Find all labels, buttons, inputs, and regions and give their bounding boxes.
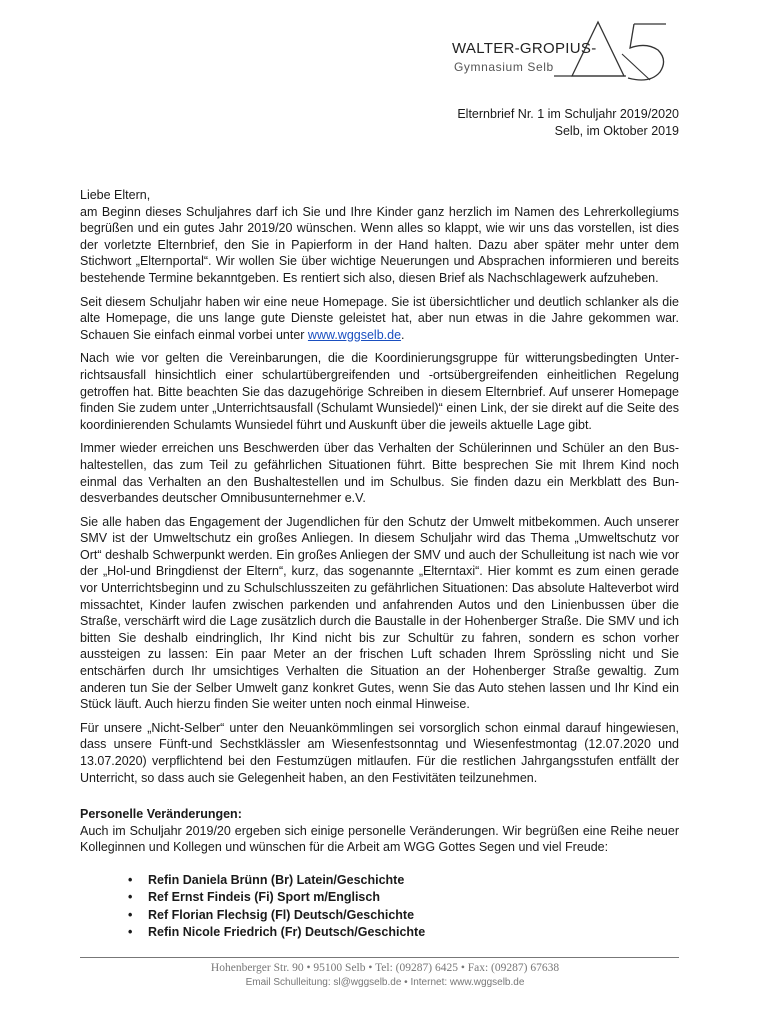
homepage-after: . [401,327,405,342]
bullet-icon: • [128,890,133,905]
personnel-paragraph: Auch im Schuljahr 2019/20 ergeben sich einige personelle Veränderungen. Wir begrüßen eine Reihe neuer Kolleginnen und Kollegen und wünschen für die Arbeit am WGG Gottes Segen und viel Freude: [80,823,679,855]
environment-paragraph: Sie alle haben das Engagement der Jugendlichen für den Schutz der Umwelt mitbekommen. Auch unserer SMV ist der Umweltschutz ein großes Anliegen. In diesem Schuljahr wird das Thema „Umweltschutz vor Ort“ deshalb Schwerpunkt werden. Ein großes Anliegen der SMV und auch der Schulleitung ist nach wie vor der „Hol-und Bringdienst der Eltern“, kurz, das sogenannte „Elterntaxi“. Hier kommt es zum einen gerade vor Unterrichtsbeginn und zu Schulschlusszeiten zu gefährlichen Situationen: Das absolute Halteverbot wird missachtet, Kinder laufen zwischen parkenden und anfahrenden Autos und den Linienbussen über die Straße, verschärft wird die Lage zusätzlich durch die Baustalle in der Hohenberger Straße. Die SMV und ich bitten Sie deshalb eindringlich, Ihr Kind nicht bis zur Schultür zu fahren, sondern es schon vorher aussteigen zu lassen: Ein paar Meter an der frischen Luft schaden Ihrem Sprössling nicht und Sie entschärfen durch Ihr umsichtiges Verhalten die Situation an der Hohenberger Straße gewaltig. Zum anderen tun Sie der Selber Umwelt ganz konkret Gutes, wenn Sie das Auto stehen lassen und Ihr Kind ein Stück läuft. Auch hierzu finden Sie weiter unten noch einmal Hinweise. [80,514,679,712]
list-item: • Refin Nicole Friedrich (Fr) Deutsch/Geschichte [148,924,679,941]
festival-paragraph: Für unsere „Nicht-Selber“ unter den Neuankömmlingen sei vorsorglich schon einmal darauf hingewiesen, dass unsere Fünft-und Sechstklässler am Wiesenfestsonntag und Wiesenfestmontag (12.07.2020 und 13.07.2020) verpflichtend bei den Festumzügen mitlaufen. Für die restlichen Jahrgangsstufen entfällt der Unterricht, so dass auch sie Gelegenheit haben, an den Festivitäten teilzunehmen. [80,720,679,785]
letter-number: Elternbrief Nr. 1 im Schuljahr 2019/2020 [457,107,679,121]
letter-meta [457,106,679,140]
staff-list [80,872,679,941]
homepage-paragraph [80,294,679,344]
logo-school-subtitle: Gymnasium Selb [454,60,554,74]
school-logo [446,14,676,94]
personnel-heading: Personelle Veränderungen: [80,807,242,822]
letter-place-date: Selb, im Oktober 2019 [554,124,679,138]
bullet-icon: • [128,872,133,887]
weather-paragraph: Nach wie vor gelten die Vereinbarungen, die die Koordinierungsgruppe für witterungsbedingten Unterrichtsausfall hinsichtlich einer schulartübergreifenden und -ortsübergreifenden einheitlichen Regelung getroffen hat. Bitte beachten Sie das dazugehörige Schreiben in diesem Elternbrief. Auf unserer Homepage finden Sie zudem unter „Unterrichtsausfall (Schulamt Wunsiedel)“ einen Link, der sie direkt auf die Seite des koordinierenden Schulamts Wunsiedel führt und Auskunft über die jeweils aktuelle Lage gibt. [80,351,679,432]
salutation: Liebe Eltern, [80,188,151,202]
logo-school-name: WALTER-GROPIUS- [452,40,597,57]
footer-address: Hohenberger Str. 90 • 95100 Selb • Tel: (09287) 6425 • Fax: (09287) 67638 [210,962,560,974]
intro-paragraph: am Beginn dieses Schuljahres darf ich Sie und Ihre Kinder ganz herzlich im Namen des Lehrerkollegiums begrüßen und ein gutes Jahr 2019/20 wünschen. Wenn alles so klappt, wie wir uns das vorstellen, ist dies der vorletzte Elternbrief, den Sie in Papierform in der Hand halten. Dazu aber später mehr unter dem Stichwort „Elternportal“. Wir wollen Sie über wichtige Neuerungen und Absprachen informieren und bereits bestehende Termine bekanntgeben. Es rentiert sich also, diesen Brief als Nachschlagewerk aufzuheben. [80,204,679,285]
homepage-link[interactable]: www.wggselb.de [307,327,402,342]
list-item: • Ref Florian Flechsig (Fl) Deutsch/Geschichte [148,907,679,924]
letter-body [80,187,679,941]
bus-stop-paragraph: Immer wieder erreichen uns Beschwerden über das Verhalten der Schülerinnen und Schüler an den Bushaltestellen, das zum Teil zu gefährlichen Situationen führt. Bitte besprechen Sie mit Ihrem Kind noch einmal das Verhalten an den Bushaltestellen und im Schulbus. Sie finden dazu ein Merkblatt des Bundesverbandes deutscher Omnibusunternehmer e.V. [80,441,679,506]
homepage-text: Seit diesem Schuljahr haben wir eine neue Homepage. Sie ist übersichtlicher und deutlich schlanker als die alte Homepage, die uns lange gute Dienste geleistet hat, aber nun etwas in die Jahre gekommen war. Schauen Sie einfach einmal vorbei unter [80,294,679,342]
bullet-icon: • [128,924,133,939]
list-item: • Refin Daniela Brünn (Br) Latein/Geschichte [148,872,679,889]
footer-divider [80,957,679,958]
bullet-icon: • [128,907,133,922]
footer-contact: Email Schulleitung: sl@wggselb.de • Internet: www.wggselb.de [245,977,525,988]
list-item: • Ref Ernst Findeis (Fi) Sport m/Englisch [148,889,679,906]
